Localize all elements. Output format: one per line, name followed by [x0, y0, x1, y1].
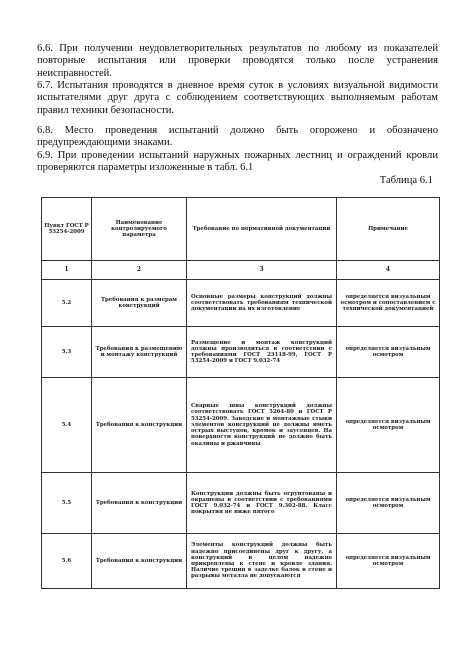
- cell-requirement: Размещение и монтаж конструкций должны производиться в соответствии с требованиями ГОСТ 23118-99, ГОСТ Р 53254-2009 и ГОСТ 9.032-74: [187, 327, 337, 378]
- cell-parameter: Требования к размерам конструкций: [92, 280, 187, 327]
- cell-point: 5.6: [42, 534, 92, 589]
- paragraph-6-8: 6.8. Место проведения испытаний должно быть огорожено и обозначено предупреждающими знаками.: [37, 125, 438, 149]
- table-row: [42, 473, 440, 534]
- cell-note: определяется визуальным осмотром: [337, 378, 440, 473]
- cell-point: 5.4: [42, 378, 92, 473]
- cell-parameter: Требования к конструкции: [92, 473, 187, 534]
- header-requirement: Требование по нормативной документации: [187, 198, 337, 261]
- table-caption: Таблица 6.1: [379, 175, 433, 186]
- cell-requirement: Основные размеры конструкций должны соответствовать требованиям технической документации на их изготовление: [187, 280, 337, 327]
- column-number: 3: [187, 261, 337, 280]
- column-number: 2: [92, 261, 187, 280]
- cell-note: определяется визуальным осмотром и сопоставлением с технической документацией: [337, 280, 440, 327]
- cell-requirement: Сварные швы конструкций должны соответствовать ГОСТ 5264-80 и ГОСТ Р 53254-2009. Заводские и монтажные стыки элементов конструкций не должны иметь острых выступов, кромок и заусенцев. На поверхности конструкций не должно быть окалины и ржавчины: [187, 378, 337, 473]
- cell-point: 5.3: [42, 327, 92, 378]
- table-row: [42, 378, 440, 473]
- paragraph-6-6: 6.6. При получении неудовлетворительных результатов по любому из показателей повторные испытания или проверки проводятся только после устранения неисправностей.: [37, 43, 438, 79]
- column-number-row: [42, 261, 440, 280]
- header-point: Пункт ГОСТ Р 53254-2009: [42, 198, 92, 261]
- cell-parameter: Требования к конструкции: [92, 534, 187, 589]
- column-number: 4: [337, 261, 440, 280]
- parameters-table: [41, 197, 440, 589]
- paragraph-6-7: 6.7. Испытания проводятся в дневное время суток в условиях визуальной видимости испытателями друг друга с соблюдением соответствующих выполняемым работам правил техники безопасности.: [37, 80, 438, 116]
- table-row: [42, 280, 440, 327]
- cell-parameter: Требования к конструкции: [92, 378, 187, 473]
- cell-note: определяется визуальным осмотром: [337, 327, 440, 378]
- header-parameter: Наименование контролируемого параметра: [92, 198, 187, 261]
- header-note: Примечание: [337, 198, 440, 261]
- cell-requirement: Конструкции должны быть огрунтованы и окрашены в соответствии с требованиями ГОСТ 9.032-74 и ГОСТ 9.302-88. Класс покрытия не ниже пятого: [187, 473, 337, 534]
- table-header-row: [42, 198, 440, 261]
- paragraph-6-9: 6.9. При проведении испытаний наружных пожарных лестниц и ограждений кровли проверяются параметры изложенные в табл. 6.1: [37, 150, 438, 174]
- table-row: [42, 534, 440, 589]
- column-number: 1: [42, 261, 92, 280]
- cell-note: определяется визуальным осмотром: [337, 534, 440, 589]
- cell-point: 5.2: [42, 280, 92, 327]
- table-row: [42, 327, 440, 378]
- cell-point: 5.5: [42, 473, 92, 534]
- cell-requirement: Элементы конструкций должны быть надежно присоединены друг к другу, а конструкций в целом надежно прикреплены к стене и кровле здания. Наличие трещин в заделке балок в стене и разрывы металла не допускаются: [187, 534, 337, 589]
- cell-parameter: Требования к размещению и монтажу конструкций: [92, 327, 187, 378]
- cell-note: определяется визуальным осмотром: [337, 473, 440, 534]
